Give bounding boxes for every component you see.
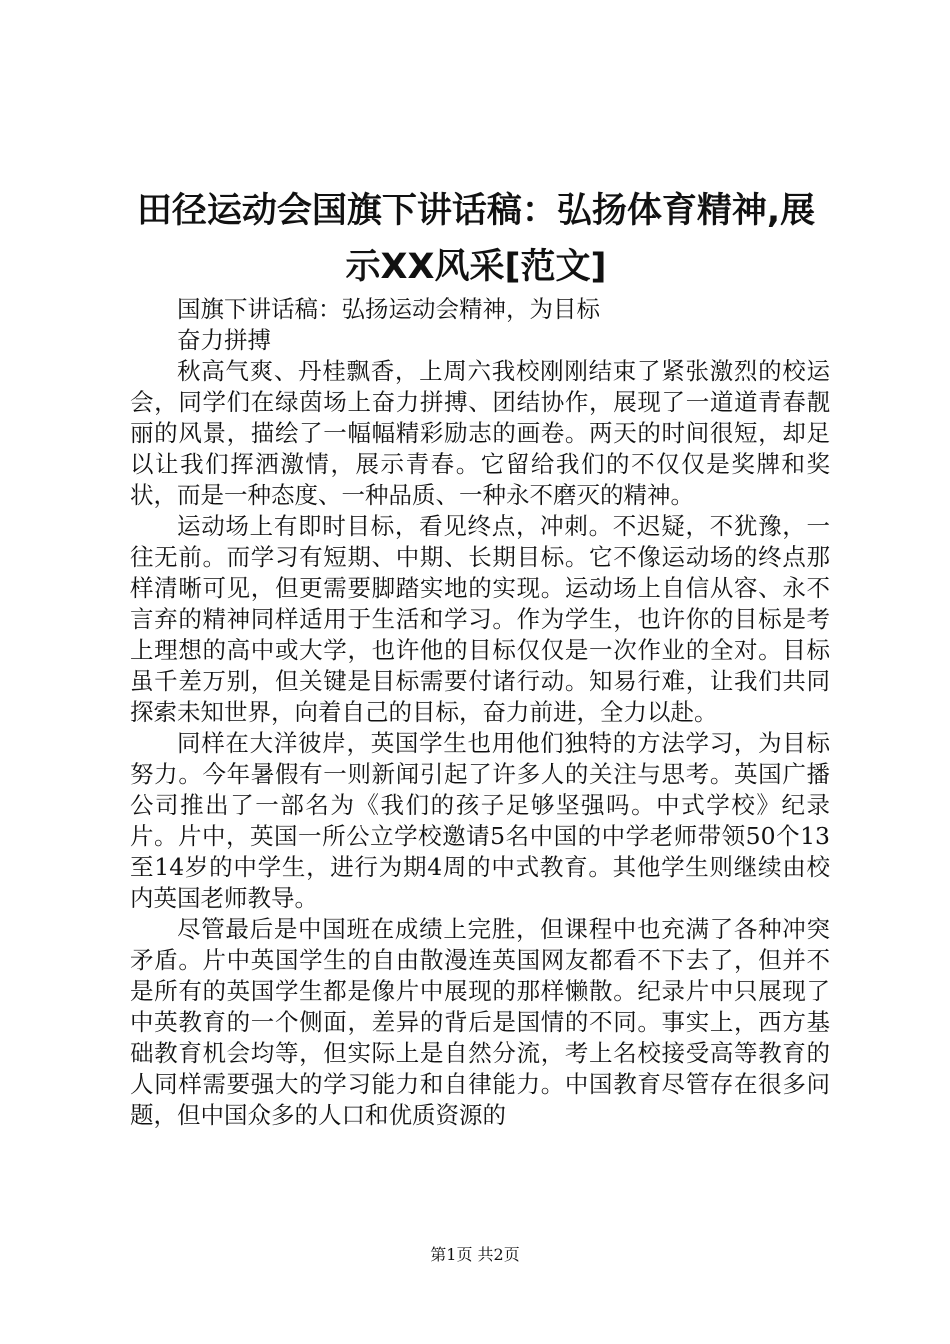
document-body: [130, 294, 830, 1131]
paragraph-3: 同样在大洋彼岸，英国学生也用他们独特的方法学习，为目标努力。今年暑假有一则新闻引起了许多人的关注与思考。英国广播公司推出了一部名为《我们的孩子足够坚强吗。中式学校》纪录片。片中，英国一所公立学校邀请5名中国的中学老师带领50个13至14岁的中学生，进行为期4周的中式教育。其他学生则继续由校内英国老师教导。: [130, 729, 830, 912]
document-title: 田径运动会国旗下讲话稿：弘扬体育精神,展示XX风采[范文]: [136, 191, 816, 287]
paragraph-4: 尽管最后是中国班在成绩上完胜，但课程中也充满了各种冲突矛盾。片中英国学生的自由散漫连英国网友都看不下去了，但并不是所有的英国学生都是像片中展现的那样懒散。纪录片中只展现了中英教育的一个侧面，差异的背后是国情的不同。事实上，西方基础教育机会均等，但实际上是自然分流，考上名校接受高等教育的人同样需要强大的学习能力和自律能力。中国教育尽管存在很多问题，但中国众多的人口和优质资源的: [130, 915, 830, 1129]
page-footer: 第1页 共2页: [430, 1245, 520, 1264]
paragraph-1: 秋高气爽、丹桂飘香，上周六我校刚刚结束了紧张激烈的校运会，同学们在绿茵场上奋力拼搏、团结协作，展现了一道道青春靓丽的风景，描绘了一幅幅精彩励志的画卷。两天的时间很短，却足以让我们挥洒激情，展示青春。它留给我们的不仅仅是奖牌和奖状，而是一种态度、一种品质、一种永不磨灭的精神。: [130, 357, 830, 509]
paragraph-2: 运动场上有即时目标，看见终点，冲刺。不迟疑，不犹豫，一往无前。而学习有短期、中期、长期目标。它不像运动场的终点那样清晰可见，但更需要脚踏实地的实现。运动场上自信从容、永不言弃的精神同样适用于生活和学习。作为学生，也许你的目标是考上理想的高中或大学，也许他的目标仅仅是一次作业的全对。目标虽千差万别，但关键是目标需要付诸行动。知易行难，让我们共同探索未知世界，向着自己的目标，奋力前进，全力以赴。: [130, 512, 830, 726]
document-subtitle: 国旗下讲话稿：弘扬运动会精神，为目标奋力拼搏: [177, 295, 600, 354]
